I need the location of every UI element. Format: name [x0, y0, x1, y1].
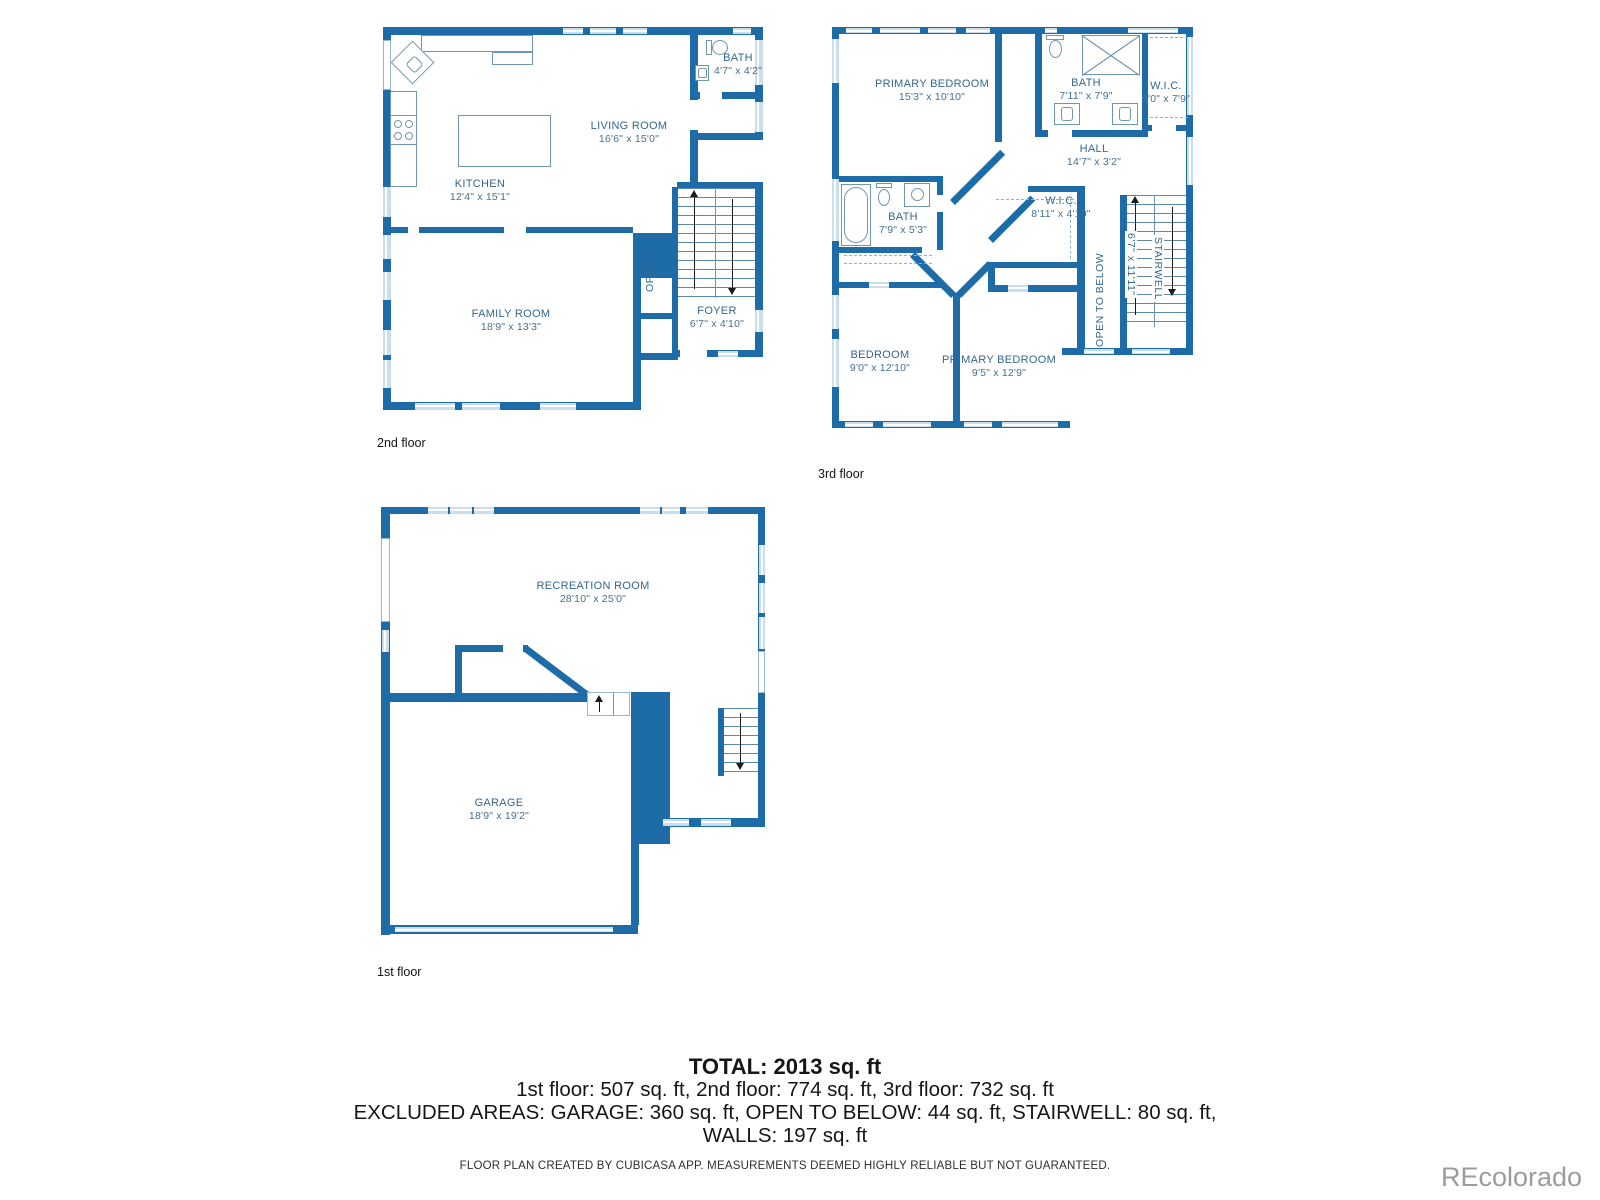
toilet-bowl — [878, 189, 890, 206]
wall — [1028, 186, 1077, 192]
room-dims: 8'11" x 4'10" — [1031, 208, 1091, 220]
window — [759, 583, 765, 613]
kitchen-island — [458, 115, 551, 167]
stair-arrow — [740, 713, 741, 766]
closet-sliding-door — [1008, 285, 1028, 292]
window — [880, 28, 920, 33]
window — [640, 507, 660, 514]
window — [383, 272, 391, 300]
room-dims: 14'7" x 3'2" — [1066, 156, 1122, 168]
stair-arrow — [694, 197, 695, 289]
room-label-bath — [714, 52, 762, 78]
room-dims: 16'6" x 15'0" — [598, 133, 660, 145]
window — [832, 339, 839, 387]
room-dims: 6'7" x 4'10" — [689, 318, 745, 330]
room-label-family-room — [472, 308, 551, 334]
wall — [889, 282, 943, 288]
wall — [690, 133, 763, 140]
room-label-hall — [1067, 143, 1121, 169]
window — [383, 40, 391, 90]
closet-sliding-door — [869, 282, 889, 288]
wall — [1072, 130, 1148, 137]
room-name: FOYER — [697, 305, 737, 317]
kitchen-appliance — [492, 52, 533, 65]
room-label-open-to-below: OPEN TO BELOW — [1094, 252, 1106, 347]
wall — [455, 645, 462, 700]
toilet-tank — [876, 183, 892, 188]
stair-divider — [715, 188, 716, 298]
window — [846, 28, 872, 33]
room-dims: 4'7" x 4'2" — [713, 65, 763, 77]
window — [623, 28, 647, 34]
window — [1045, 28, 1057, 33]
window — [383, 235, 391, 259]
window — [415, 403, 455, 410]
room-name: GARAGE — [474, 797, 524, 809]
stove-burner — [405, 132, 413, 140]
stove-burner — [394, 132, 402, 140]
window — [928, 28, 956, 33]
room-name: BEDROOM — [850, 349, 910, 361]
arrow-down-icon — [1168, 289, 1176, 296]
closet-line — [1150, 37, 1188, 38]
wall — [633, 353, 678, 360]
window — [964, 422, 992, 427]
caption-3rd-floor: 3rd floor — [818, 467, 864, 481]
wall — [988, 262, 1077, 268]
wall — [995, 34, 1002, 142]
room-label-recreation-room — [536, 580, 649, 606]
wall — [1028, 285, 1077, 292]
entry-arrow — [599, 701, 600, 712]
stair-arrow — [1172, 207, 1173, 291]
room-dims: 18'9" x 19'2" — [468, 810, 530, 822]
room-label-primary-bedroom — [875, 78, 989, 104]
window — [382, 630, 389, 652]
window — [450, 507, 472, 514]
summary-disclaimer: FLOOR PLAN CREATED BY CUBICASA APP. MEASUREMENTS DEEMED HIGHLY RELIABLE BUT NOT GUARANTEED. — [459, 1160, 1111, 1172]
floor-plan-1st — [381, 505, 765, 935]
window — [883, 422, 931, 427]
room-dims: 15'3" x 10'10" — [898, 91, 966, 103]
window — [759, 545, 765, 575]
room-label-open-to-below: OPEN T — [644, 250, 656, 292]
window — [686, 507, 708, 514]
summary-excluded: EXCLUDED AREAS: GARAGE: 360 sq. ft, OPEN TO BELOW: 44 sq. ft, STAIRWELL: 80 sq. ft, — [353, 1101, 1217, 1124]
window — [383, 360, 391, 388]
garage-door — [395, 927, 613, 932]
room-name: PRIMARY BEDROOM — [941, 354, 1057, 366]
summary-total: TOTAL: 2013 sq. ft — [688, 1054, 882, 1079]
room-name: BATH — [888, 211, 918, 223]
room-name: KITCHEN — [454, 178, 506, 190]
wall-diagonal — [910, 252, 956, 298]
wall — [690, 92, 700, 99]
window — [662, 507, 680, 514]
floor-plan-3rd — [832, 27, 1193, 428]
wall — [633, 313, 678, 319]
room-label-foyer — [690, 305, 744, 331]
summary-walls: WALLS: 197 sq. ft — [702, 1124, 868, 1147]
window — [462, 403, 500, 410]
wall — [839, 176, 943, 182]
toilet-bowl — [1049, 40, 1062, 58]
room-label-bedroom — [850, 349, 910, 375]
room-dims: 5'0" x 7'9" — [1141, 93, 1191, 105]
arrow-down-icon — [736, 763, 744, 770]
wall — [937, 212, 943, 250]
stove-burner — [394, 120, 402, 128]
closet-line — [844, 255, 932, 256]
wall-diagonal — [950, 150, 1005, 205]
wall — [383, 227, 408, 233]
entry-step — [587, 692, 630, 716]
caption-1st-floor: 1st floor — [377, 965, 422, 979]
window — [590, 28, 616, 34]
room-label-stairwell: STAIRWELL — [1152, 237, 1164, 301]
window — [1002, 422, 1058, 427]
room-name: BATH — [723, 52, 753, 64]
room-name: BATH — [1071, 77, 1101, 89]
window — [832, 295, 839, 329]
room-name: LIVING ROOM — [590, 120, 668, 132]
stove — [390, 115, 417, 145]
room-label-garage — [469, 797, 529, 823]
stair-arrow — [732, 199, 733, 291]
entry-step-divider — [613, 693, 614, 715]
window — [718, 351, 738, 357]
room-dims: 28'10" x 25'0" — [559, 593, 627, 605]
room-dims: 9'0" x 12'10" — [849, 362, 911, 374]
window — [755, 310, 763, 332]
room-name: W.I.C. — [1150, 80, 1182, 92]
wall — [631, 844, 639, 925]
room-dims: 7'11" x 7'9" — [1059, 90, 1113, 102]
wall — [1148, 125, 1152, 131]
window — [733, 28, 751, 34]
window — [966, 28, 990, 33]
window — [832, 179, 839, 241]
window — [383, 330, 391, 355]
room-label-bath — [1059, 77, 1112, 103]
bathtub-basin — [844, 187, 868, 243]
wall — [526, 227, 633, 233]
window — [1132, 349, 1170, 354]
window — [845, 422, 873, 427]
sink-basin — [1061, 107, 1073, 121]
wall — [988, 285, 1008, 292]
room-name: RECREATION ROOM — [536, 580, 650, 592]
floor-plan-2nd — [381, 27, 763, 410]
room-name: HALL — [1079, 143, 1109, 155]
arrow-up-icon — [595, 695, 603, 702]
wall-diagonal — [988, 196, 1035, 243]
window — [428, 507, 448, 514]
wall — [1035, 34, 1042, 130]
window — [381, 538, 390, 622]
window — [832, 39, 839, 83]
wall — [455, 645, 503, 652]
room-dims: 7'9" x 5'3" — [878, 224, 928, 236]
wall — [1176, 125, 1193, 131]
window — [563, 28, 583, 34]
room-label-wic — [1142, 80, 1190, 106]
room-dims: 18'9" x 13'3" — [480, 321, 542, 333]
window — [1187, 137, 1193, 185]
wall — [839, 247, 922, 253]
wall — [1035, 130, 1048, 137]
room-dims: 12'4" x 15'1" — [449, 191, 511, 203]
wall — [937, 176, 943, 195]
stairwell-dims: 6'7" x 11'11" — [1125, 233, 1137, 296]
stairs — [678, 188, 755, 298]
kitchen-counter — [421, 35, 533, 52]
room-label-wic2 — [1031, 195, 1090, 221]
room-name: PRIMARY BEDROOM — [874, 78, 990, 90]
sink-basin — [911, 188, 924, 201]
closet-line — [1150, 117, 1188, 118]
sink-basin — [1119, 107, 1131, 121]
summary-floors: 1st floor: 507 sq. ft, 2nd floor: 774 sq. ft, 3rd floor: 732 sq. ft — [516, 1078, 1054, 1101]
window — [701, 819, 731, 826]
stove-burner — [405, 120, 413, 128]
arrow-down-icon — [728, 288, 736, 295]
room-dims: 9'5" x 12'9" — [971, 367, 1027, 379]
sink-basin — [698, 68, 707, 78]
arrow-up-icon — [690, 190, 698, 197]
arrow-up-icon — [1131, 196, 1139, 203]
window — [474, 507, 494, 514]
wall — [839, 282, 869, 288]
window — [663, 819, 689, 826]
window — [1128, 28, 1178, 33]
room-label-bath2 — [879, 211, 927, 237]
closet-line — [844, 263, 932, 264]
caption-2nd-floor: 2nd floor — [377, 436, 426, 450]
watermark: REcolorado — [1441, 1162, 1583, 1192]
window — [540, 403, 576, 410]
window — [1084, 349, 1114, 354]
room-name: FAMILY ROOM — [471, 308, 551, 320]
room-name: W.I.C. — [1045, 195, 1077, 207]
window — [759, 617, 765, 649]
wall — [419, 227, 504, 233]
wall — [1062, 348, 1193, 355]
wall — [381, 693, 587, 702]
wall-diagonal — [524, 646, 589, 697]
room-label-living-room — [591, 120, 668, 146]
room-label-primary-bedroom2 — [942, 354, 1056, 380]
room-label-kitchen — [450, 178, 510, 204]
window — [383, 187, 391, 217]
window — [755, 102, 763, 132]
window — [758, 651, 765, 693]
